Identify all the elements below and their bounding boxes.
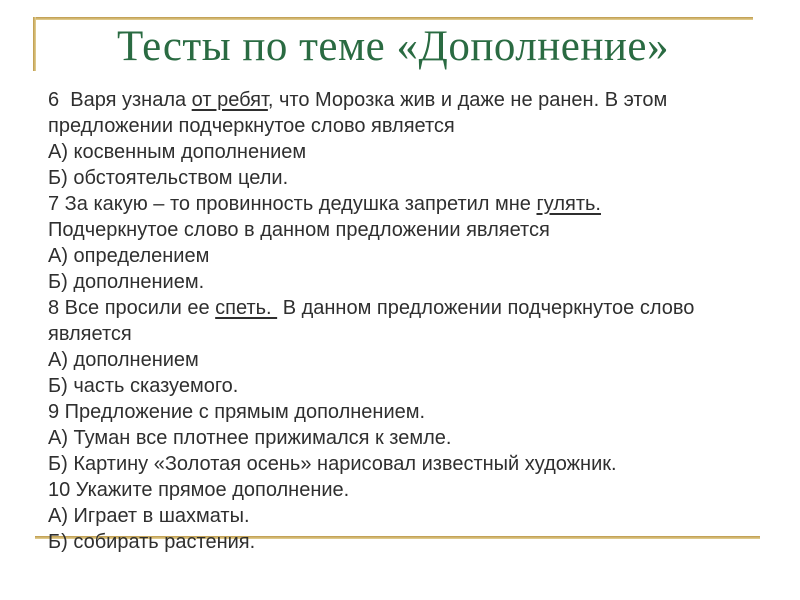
text-segment: Б) дополнением. [48,271,205,293]
text-segment: 8 Все просили ее [48,297,216,319]
text-segment: В данном предложении подчеркнутое слово [277,297,695,319]
slide-title: Тесты по теме «Дополнение» [117,23,669,70]
underlined-word: спеть. [215,297,278,319]
top-border-line [33,17,753,20]
text-line [48,191,694,217]
text-line [48,373,694,399]
text-line [48,295,694,321]
text-segment: Б) собирать растения. [48,531,256,553]
text-line [48,113,694,139]
text-segment: 6 Варя узнала [48,89,192,111]
text-segment: Б) Картину «Золотая осень» нарисовал известный художник. [48,453,617,475]
text-line [48,477,694,503]
text-line [48,87,694,113]
text-line [48,321,694,347]
text-line [48,529,694,555]
underlined-word: от ребят [191,89,268,111]
text-segment: А) определением [48,245,210,267]
text-line [48,425,694,451]
text-segment: , что Морозка жив и даже не ранен. В этом [267,89,668,111]
text-segment: А) Туман все плотнее прижимался к земле. [48,427,452,449]
text-segment: Подчеркнутое слово в данном предложении является [48,219,550,241]
text-line [48,139,694,165]
text-line [48,165,694,191]
text-line [48,269,694,295]
text-line [48,503,694,529]
text-segment: предложении подчеркнутое слово является [48,115,455,137]
text-segment: А) Играет в шахматы. [48,505,250,527]
text-line [48,217,694,243]
text-segment: является [48,323,132,345]
text-segment: А) косвенным дополнением [48,141,307,163]
text-segment: 7 За какую – то провинность дедушка запретил мне [48,193,537,215]
text-segment: Б) часть сказуемого. [48,375,239,397]
text-segment: 9 Предложение с прямым дополнением. [48,401,426,423]
underlined-word: гулять. [536,193,601,215]
text-line [48,399,694,425]
text-segment: А) дополнением [48,349,199,371]
slide-body [48,87,694,555]
text-segment: Б) обстоятельством цели. [48,167,289,189]
text-line [48,243,694,269]
text-line [48,347,694,373]
text-segment: 10 Укажите прямое дополнение. [48,479,350,501]
text-line [48,451,694,477]
